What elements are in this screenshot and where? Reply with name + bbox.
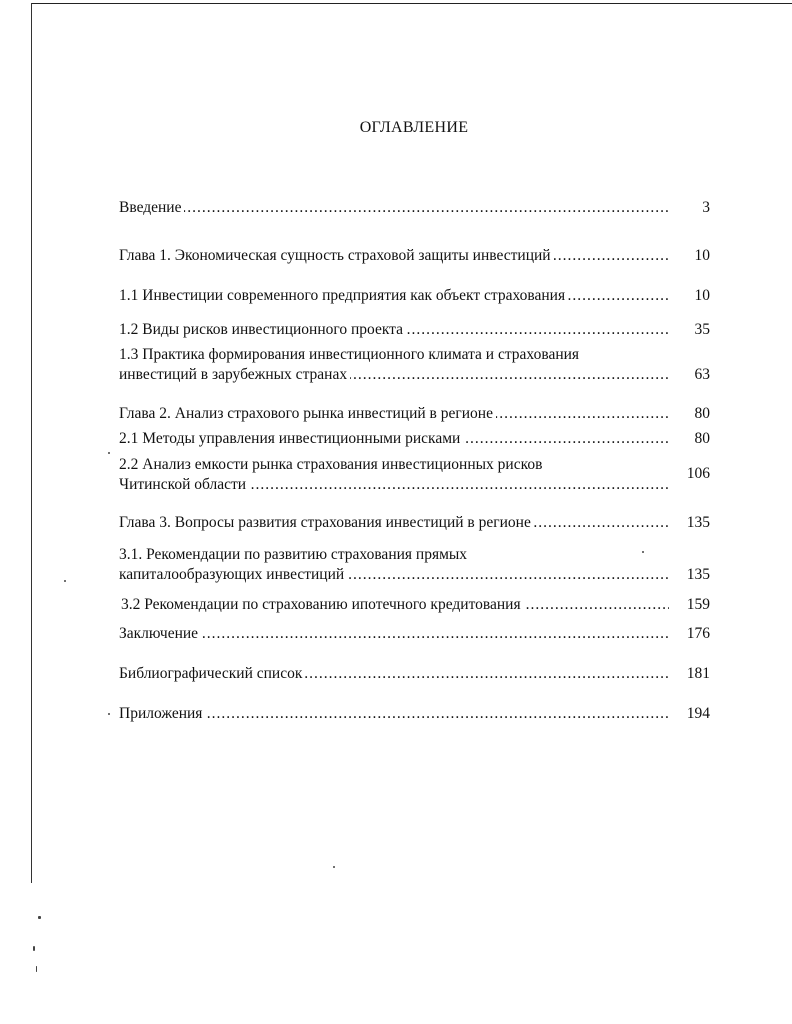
toc-entry-text: Глава 2. Анализ страхового рынка инвестиций в регионе xyxy=(119,405,496,422)
toc-entry-appendices[interactable] xyxy=(119,704,669,724)
scan-speck xyxy=(108,452,110,454)
toc-entry-text: Читинской области xyxy=(119,476,249,493)
toc-entry-section-2-2-line-1[interactable]: 2.2 Анализ емкости рынка страхования инвестиционных рисков xyxy=(119,456,543,473)
scan-speck xyxy=(333,866,335,868)
toc-entry-text: 2.1 Методы управления инвестиционными рисками xyxy=(119,430,463,447)
toc-entry-chapter-3[interactable] xyxy=(119,513,669,533)
toc-entry-section-2-1[interactable] xyxy=(119,429,669,449)
toc-entry-section-3-1-line-1[interactable]: 3.1. Рекомендации по развитию страхования прямых xyxy=(119,546,468,563)
toc-entry-bibliography[interactable] xyxy=(119,664,669,684)
toc-entry-text: 1.2 Виды рисков инвестиционного проекта xyxy=(119,321,406,338)
toc-entry-chapter-2[interactable] xyxy=(119,404,669,424)
toc-entry-introduction[interactable] xyxy=(119,198,669,218)
toc-entry-text: Глава 1. Экономическая сущность страховой защиты инвестиций xyxy=(119,247,554,264)
toc-entry-text: Заключение xyxy=(119,625,201,642)
toc-entry-text: 1.1 Инвестиции современного предприятия как объект страхования xyxy=(119,287,568,304)
toc-page-number: 10 xyxy=(694,247,710,264)
toc-page-number: 159 xyxy=(686,596,710,613)
toc-entry-section-3-2[interactable] xyxy=(121,595,669,615)
toc-entry-text: Глава 3. Вопросы развития страхования инвестиций в регионе xyxy=(119,514,534,531)
toc-page-number: 194 xyxy=(686,705,710,722)
toc-entry-text: капиталообразующих инвестиций xyxy=(119,566,347,583)
toc-page-number: 176 xyxy=(686,625,710,642)
toc-page-number: 63 xyxy=(694,366,710,383)
scan-speck xyxy=(64,580,66,582)
scan-speck xyxy=(33,946,35,951)
toc-page-number: 135 xyxy=(686,566,710,583)
toc-entry-text: Библиографический список xyxy=(119,665,305,682)
toc-page-number: 80 xyxy=(694,430,710,447)
toc-entry-text: 3.2 Рекомендации по страхованию ипотечного кредитования xyxy=(121,596,524,613)
scan-speck xyxy=(38,916,41,919)
toc-entry-section-1-3-line-1[interactable]: 1.3 Практика формирования инвестиционного климата и страхования xyxy=(119,346,580,363)
toc-entry-conclusion[interactable] xyxy=(119,624,669,644)
toc-entry-section-1-1[interactable] xyxy=(119,286,669,306)
toc-entry-section-1-2[interactable] xyxy=(119,320,669,340)
toc-entry-chapter-1[interactable] xyxy=(119,246,669,266)
toc-entry-section-3-1[interactable] xyxy=(119,565,669,585)
toc-page-number: 135 xyxy=(686,514,710,531)
toc-page-number: 3 xyxy=(702,199,710,216)
toc-page-number: 106 xyxy=(686,465,710,482)
toc-page-number: 35 xyxy=(694,321,710,338)
scan-speck xyxy=(36,966,37,972)
toc-entry-text: Введение xyxy=(119,199,184,216)
toc-entry-text: инвестиций в зарубежных странах xyxy=(119,366,350,383)
scan-speck xyxy=(108,713,110,715)
toc-page-number: 181 xyxy=(686,665,710,682)
toc-entry-section-2-2[interactable] xyxy=(119,475,669,495)
toc-entry-section-1-3[interactable] xyxy=(119,365,669,385)
toc-page-number: 10 xyxy=(694,287,710,304)
toc-page-number: 80 xyxy=(694,405,710,422)
scan-border-top xyxy=(31,3,792,4)
toc-entry-text: Приложения xyxy=(119,705,205,722)
toc-title: ОГЛАВЛЕНИЕ xyxy=(359,119,469,136)
